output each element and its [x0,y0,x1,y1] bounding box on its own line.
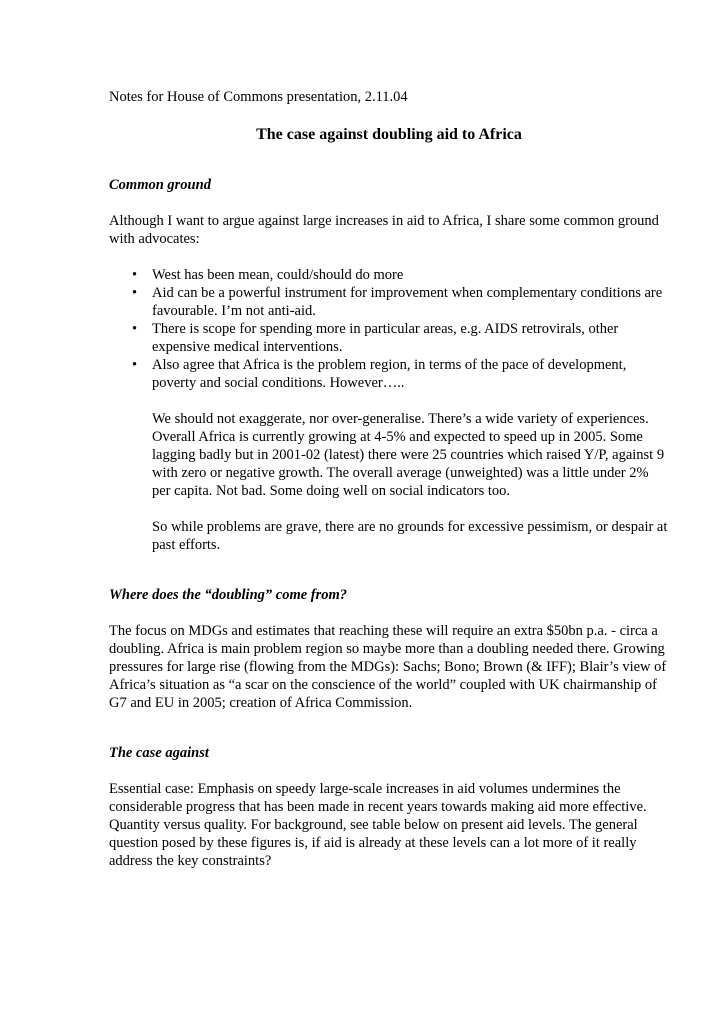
list-item [132,266,669,284]
common-ground-bullet-list [109,266,669,392]
document-header: Notes for House of Commons presentation, 2.11.04 [109,89,408,105]
common-ground-intro: Although I want to argue against large increases in aid to Africa, I share some common ground with advocates: [109,213,659,247]
common-ground-indented-paragraph-2: So while problems are grave, there are no grounds for excessive pessimism, or despair at past efforts. [152,519,668,553]
section-heading-common-ground: Common ground [109,177,211,193]
section-heading-case-against: The case against [109,745,209,761]
case-against-paragraph: Essential case: Emphasis on speedy large-scale increases in aid volumes undermines the considerable progress that has been made in recent years towards making aid more effective. Quantity versus quality. For background, see table below on present aid levels. The general question posed by these figures is, if aid is already at these levels can a lot more of it really address the key constraints? [109,781,647,869]
bullet-icon: • [132,357,138,373]
bullet-icon: • [132,285,138,301]
section-heading-doubling: Where does the “doubling” come from? [109,587,348,603]
list-item-text: There is scope for spending more in particular areas, e.g. AIDS retrovirals, other expensive medical interventions. [152,321,619,355]
bullet-icon: • [132,267,138,283]
list-item [132,356,669,392]
document-title: The case against doubling aid to Africa [256,126,522,143]
list-item [132,284,669,320]
list-item-text: Aid can be a powerful instrument for improvement when complementary conditions are favourable. I’m not anti-aid. [152,285,663,319]
bullet-icon: • [132,321,138,337]
common-ground-indented-paragraph-1: We should not exaggerate, nor over-generalise. There’s a wide variety of experiences. Overall Africa is currently growing at 4-5% and expected to speed up in 2005. Some lagging badly but in 2001-02 (latest) there were 25 countries which raised Y/P, against 9 with zero or negative growth. The overall average (unweighted) was a little under 2% per capita. Not bad. Some doing well on social indicators too. [152,411,665,499]
document-page [109,88,669,870]
list-item-text: West has been mean, could/should do more [152,267,404,283]
list-item-text: Also agree that Africa is the problem region, in terms of the pace of development, poverty and social conditions. However….. [152,357,627,391]
list-item [132,320,669,356]
doubling-paragraph: The focus on MDGs and estimates that reaching these will require an extra $50bn p.a. - circa a doubling. Africa is main problem region so maybe more than a doubling needed there. Growing pressures for large rise (flowing from the MDGs): Sachs; Bono; Brown (& IFF); Blair’s view of Africa’s situation as “a scar on the conscience of the world” coupled with UK chairmanship of G7 and EU in 2005; creation of Africa Commission. [109,623,667,711]
